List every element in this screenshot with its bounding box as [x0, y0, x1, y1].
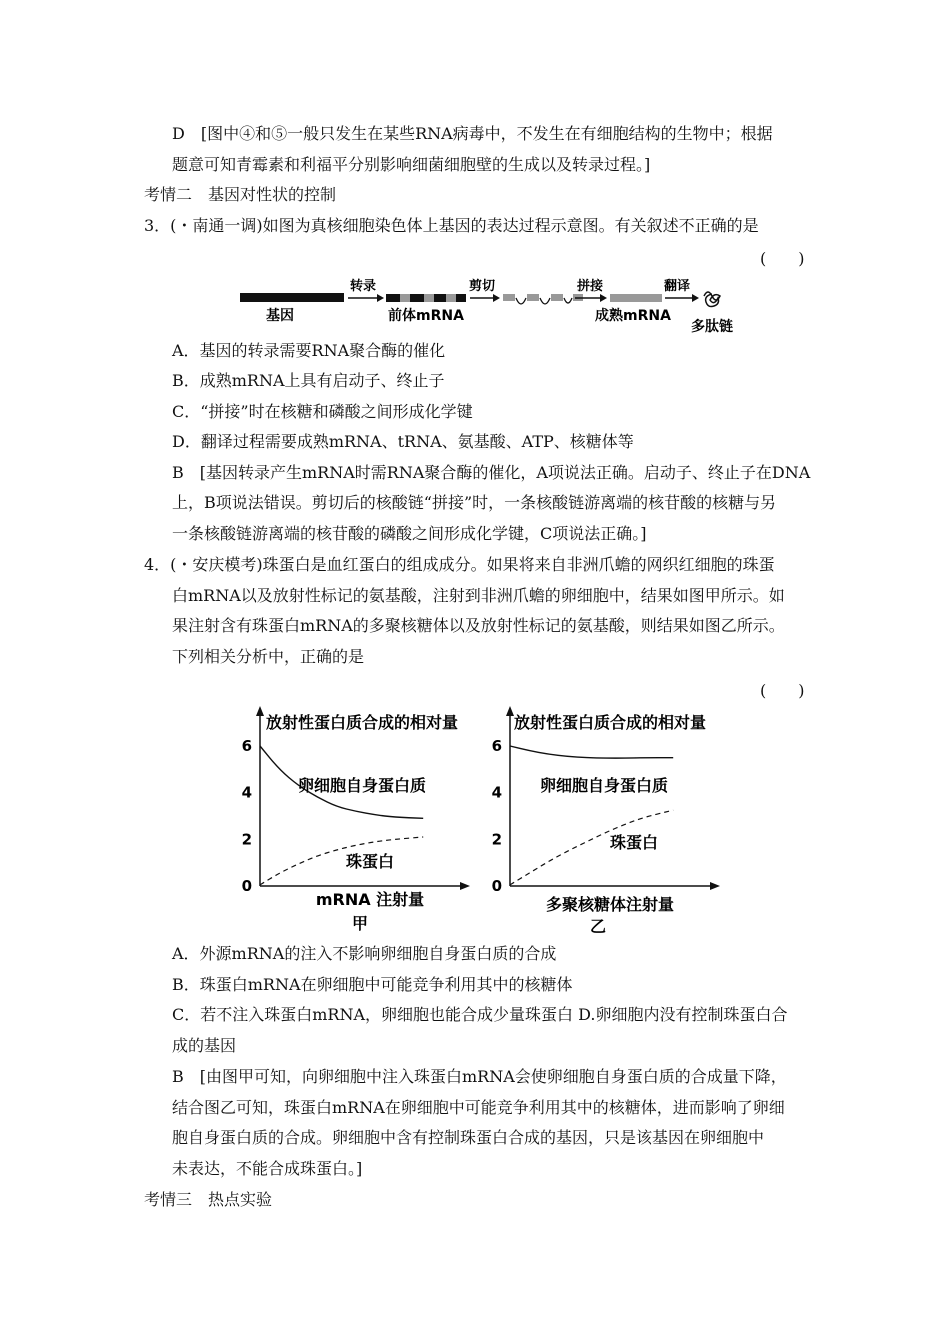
y-tick-label: 0 [491, 877, 502, 895]
q3-option-c: C．“拼接”时在核糖和磷酸之间形成化学键 [172, 402, 473, 421]
y-axis-title: 放射性蛋白质合成的相对量 [514, 713, 707, 732]
q4-answer-line3: 胞自身蛋白质的合成。卵细胞中含有控制珠蛋白合成的基因，只是该基因在卵细胞中 [172, 1128, 765, 1147]
cut-label: 剪切 [468, 279, 496, 294]
chart-jia [236, 706, 472, 936]
q4-answer-line4: 未表达，不能合成珠蛋白。] [172, 1159, 363, 1178]
y-axis-arrow-icon [506, 706, 514, 716]
mature-mrna-bar [610, 294, 662, 302]
mature-mrna-label: 成熟mRNA [595, 308, 671, 324]
q4-option-c: C．若不注入珠蛋白mRNA，卵细胞也能合成少量珠蛋白 D.卵细胞内没有控制珠蛋白合 [172, 1005, 788, 1024]
pre-mrna-label: 前体mRNA [388, 308, 464, 324]
series-label-globin: 珠蛋白 [346, 852, 395, 871]
y-tick-label: 6 [241, 737, 252, 755]
x-axis-title: mRNA 注射量 [315, 890, 425, 909]
chart-yi [486, 706, 722, 936]
x-axis-arrow-icon [460, 882, 470, 890]
series-globin-line [260, 837, 423, 885]
y-axis-title: 放射性蛋白质合成的相对量 [266, 713, 459, 732]
series-label-globin: 珠蛋白 [610, 833, 659, 852]
pre-mrna-bar [386, 294, 466, 302]
q3-answer-line1: B [基因转录产生mRNA时需RNA聚合酶的催化，A项说法正确。启动子、终止子在DNA [172, 463, 811, 482]
spliced-fragments [503, 294, 583, 304]
y-tick-label: 2 [241, 830, 252, 849]
q3-stem: 3．(・南通一调)如图为真核细胞染色体上基因的表达过程示意图。有关叙述不正确的是 [144, 216, 759, 235]
gene-expression-diagram [230, 276, 750, 338]
x-axis-title: 多聚核糖体注射量 [545, 895, 675, 914]
q4-stem-line4: 下列相关分析中，正确的是 [172, 647, 365, 666]
q3-option-a: A．基因的转录需要RNA聚合酶的催化 [172, 341, 446, 360]
series-label-own-protein: 卵细胞自身蛋白质 [298, 776, 427, 795]
series-label-own-protein: 卵细胞自身蛋白质 [540, 776, 669, 795]
y-tick-label: 4 [241, 783, 252, 802]
section2-title: 考情二 基因对性状的控制 [144, 185, 337, 204]
transcription-label: 转录 [349, 279, 377, 294]
q4-stem-line3: 果注射含有珠蛋白mRNA的多聚核糖体以及放射性标记的氨基酸，则结果如图乙所示。 [172, 616, 785, 635]
y-tick-label: 4 [491, 783, 502, 802]
arrow-icon [692, 294, 699, 302]
chart-caption: 乙 [589, 917, 607, 936]
polypeptide-label: 多肽链 [691, 319, 733, 335]
q3-option-d: D．翻译过程需要成熟mRNA、tRNA、氨基酸、ATP、核糖体等 [172, 432, 634, 451]
y-axis-arrow-icon [256, 706, 264, 716]
arrow-icon [600, 294, 607, 302]
q2-answer-line1: D [图中④和⑤一般只发生在某些RNA病毒中，不发生在有细胞结构的生物中；根据 [172, 124, 773, 143]
gene-label: 基因 [266, 308, 294, 324]
gene-bar [240, 293, 344, 302]
y-tick-label: 0 [241, 877, 252, 895]
splice-label: 拼接 [576, 279, 604, 294]
q4-stem-line2: 白mRNA以及放射性标记的氨基酸，注射到非洲爪蟾的卵细胞中，结果如图甲所示。如 [172, 586, 785, 605]
polypeptide-icon [704, 292, 720, 307]
chart-caption: 甲 [351, 914, 369, 933]
q2-answer-line2: 题意可知青霉素和利福平分别影响细菌细胞壁的生成以及转录过程。] [172, 155, 651, 174]
q4-answer-line2: 结合图乙可知，珠蛋白mRNA在卵细胞中可能竞争利用其中的核糖体，进而影响了卵细 [172, 1098, 785, 1117]
y-tick-label: 6 [491, 737, 502, 755]
q4-option-b: B．珠蛋白mRNA在卵细胞中可能竞争利用其中的核糖体 [172, 975, 573, 994]
y-tick-label: 2 [491, 830, 502, 849]
x-axis-arrow-icon [710, 882, 720, 890]
q4-answer-paren: ( ) [760, 681, 805, 700]
q3-answer-line2: 上，B项说法错误。剪切后的核酸链“拼接”时，一条核酸链游离端的核苷酸的核糖与另 [172, 493, 777, 512]
arrow-icon [493, 294, 500, 302]
section3-title: 考情三 热点实验 [144, 1190, 273, 1209]
q3-answer-paren: ( ) [760, 249, 805, 268]
q3-option-b: B．成熟mRNA上具有启动子、终止子 [172, 371, 445, 390]
q3-answer-line3: 一条核酸链游离端的核苷酸的磷酸之间形成化学键，C项说法正确。] [172, 524, 647, 543]
translation-label: 翻译 [663, 279, 691, 294]
q4-answer-line1: B [由图甲可知，向卵细胞中注入珠蛋白mRNA会使卵细胞自身蛋白质的合成量下降， [172, 1067, 787, 1086]
q4-option-a: A．外源mRNA的注入不影响卵细胞自身蛋白质的合成 [172, 944, 557, 963]
series-own-protein-line [510, 746, 673, 758]
arrow-icon [377, 294, 384, 302]
q4-stem-line1: 4．(・安庆模考)珠蛋白是血红蛋白的组成成分。如果将来自非洲爪蟾的网织红细胞的珠蛋 [144, 555, 775, 574]
q4-option-c-cont: 成的基因 [172, 1036, 237, 1055]
